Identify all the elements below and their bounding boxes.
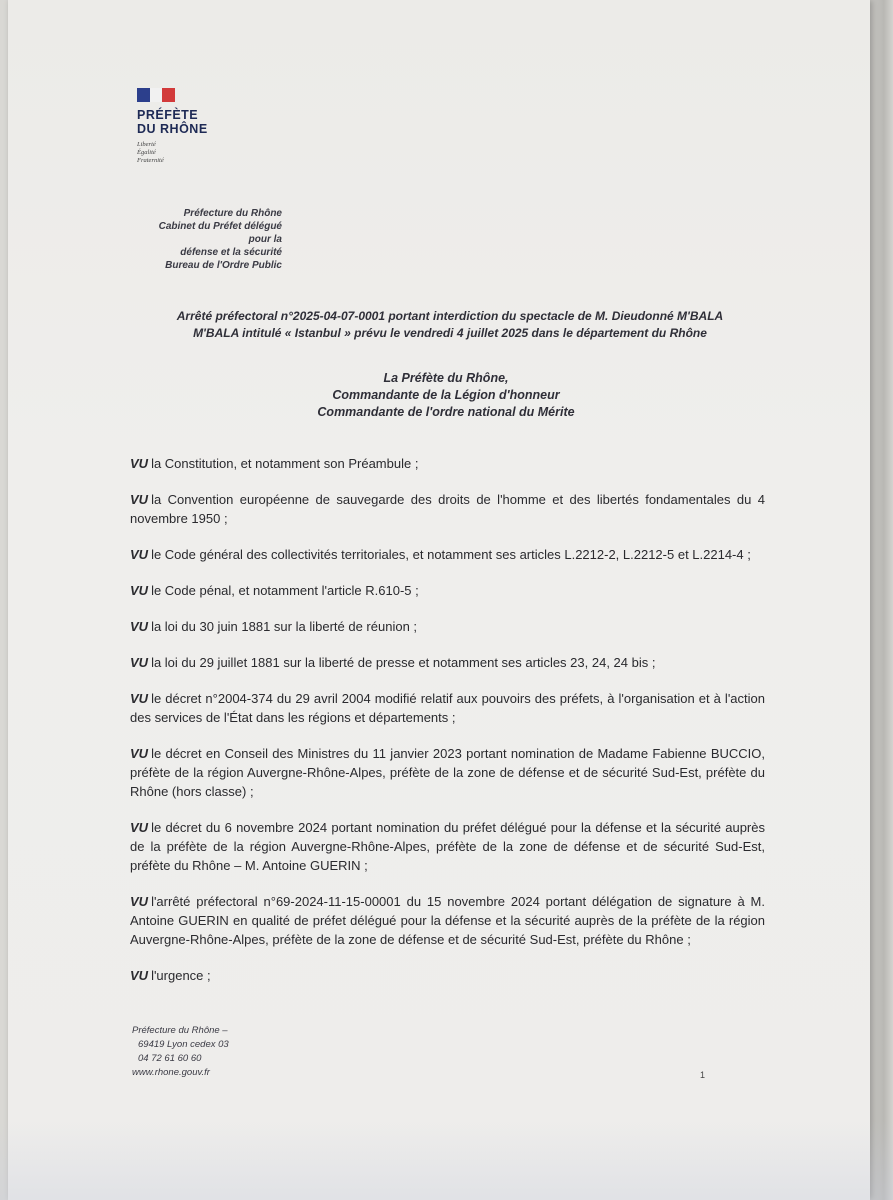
visa-paragraph (130, 966, 765, 985)
footer-line: Préfecture du Rhône – (132, 1025, 228, 1036)
motto-line: Fraternité (137, 157, 164, 164)
visa-label: VU (130, 492, 149, 507)
visa-text: l'arrêté préfectoral n°69-2024-11-15-00001 du 15 novembre 2024 portant délégation de signature à M. Antoine GUERIN en qualité de préfet délégué pour la défense et la sécurité auprès de la préfète de la région Auvergne-Rhône-Alpes, préfète de la zone de défense et de sécurité Sud-Est, préfète du Rhône ; (130, 894, 765, 947)
visa-text: la loi du 29 juillet 1881 sur la liberté de presse et notamment ses articles 23, 24, 24 bis ; (151, 655, 656, 670)
visa-text: le Code général des collectivités territoriales, et notamment ses articles L.2212-2, L.2212-5 et L.2214-4 ; (151, 547, 751, 562)
visa-text: la Convention européenne de sauvegarde des droits de l'homme et des libertés fondamentales du 4 novembre 1950 ; (130, 492, 765, 526)
decree-title (140, 308, 760, 342)
visa-text: le Code pénal, et notamment l'article R.610-5 ; (151, 583, 419, 598)
footer-address (132, 1024, 229, 1080)
visa-label: VU (130, 894, 149, 909)
office-line: Préfecture du Rhône (183, 208, 282, 219)
visa-paragraph (130, 744, 765, 801)
title-line: M'BALA intitulé « Istanbul » prévu le vendredi 4 juillet 2025 dans le département du Rhône (193, 326, 707, 340)
visa-text: la Constitution, et notamment son Préambule ; (151, 456, 419, 471)
page-number: 1 (700, 1070, 706, 1080)
visa-text: le décret du 6 novembre 2024 portant nomination du préfet délégué pour la défense et la sécurité auprès de la préfète de la région Auvergne-Rhône-Alpes, préfète de la zone de défense et de sécurité Sud-Est, préfète du Rhône – M. Antoine GUERIN ; (130, 820, 765, 873)
title-line: Arrêté préfectoral n°2025-04-07-0001 portant interdiction du spectacle de M. Dieudonné M'BALA (176, 309, 724, 323)
bottom-shading (0, 1120, 893, 1200)
marianne-flag-icon (137, 88, 175, 102)
visa-paragraph (130, 617, 765, 636)
visa-text: le décret en Conseil des Ministres du 11 janvier 2023 portant nomination de Madame Fabienne BUCCIO, préfète de la région Auvergne-Rhône-Alpes, préfète de la zone de défense et de sécurité Sud-Est, préfète du Rhône (hors classe) ; (130, 746, 765, 799)
office-line: Cabinet du Préfet délégué pour la (158, 221, 282, 245)
motto-line: Égalité (137, 149, 156, 156)
background-surface (870, 0, 893, 1200)
footer-line: 04 72 61 60 60 (138, 1053, 202, 1064)
visa-paragraph (130, 818, 765, 875)
visa-label: VU (130, 820, 149, 835)
logo-name-line: DU RHÔNE (137, 122, 208, 136)
visa-label: VU (130, 655, 149, 670)
authority-line: Commandante de l'ordre national du Mérite (317, 405, 575, 419)
visa-paragraph (130, 490, 765, 528)
footer-line: 69419 Lyon cedex 03 (138, 1039, 229, 1050)
visa-text: l'urgence ; (151, 968, 211, 983)
visa-paragraph (130, 653, 765, 672)
visa-paragraph (130, 581, 765, 600)
visa-paragraph (130, 689, 765, 727)
authority-line: Commandante de la Légion d'honneur (332, 388, 560, 402)
visa-label: VU (130, 456, 149, 471)
office-line: Bureau de l'Ordre Public (165, 260, 282, 271)
visa-label: VU (130, 968, 149, 983)
authority-line: La Préfète du Rhône, (383, 371, 509, 385)
visa-text: la loi du 30 juin 1881 sur la liberté de réunion ; (151, 619, 418, 634)
visa-paragraph (130, 454, 765, 473)
flag-white-band (150, 88, 163, 102)
visa-label: VU (130, 746, 149, 761)
visa-label: VU (130, 619, 149, 634)
logo-name (137, 108, 208, 136)
visa-label: VU (130, 583, 149, 598)
logo-name-line: PRÉFÈTE (137, 108, 199, 122)
visas-list (130, 454, 765, 985)
visa-label: VU (130, 547, 149, 562)
flag-blue-band (137, 88, 150, 102)
visa-paragraph (130, 545, 765, 564)
motto-line: Liberté (137, 141, 156, 148)
issuing-office (140, 207, 282, 272)
visa-text: le décret n°2004-374 du 29 avril 2004 modifié relatif aux pouvoirs des préfets, à l'organisation et à l'action des services de l'État dans les régions et départements ; (130, 691, 765, 725)
visa-paragraph (130, 892, 765, 949)
office-line: défense et la sécurité (180, 247, 282, 258)
visa-label: VU (130, 691, 149, 706)
authority-block (296, 370, 596, 421)
flag-red-band (162, 88, 175, 102)
prefecture-logo (137, 88, 208, 165)
footer-website: www.rhone.gouv.fr (132, 1067, 210, 1078)
logo-motto (137, 141, 208, 165)
